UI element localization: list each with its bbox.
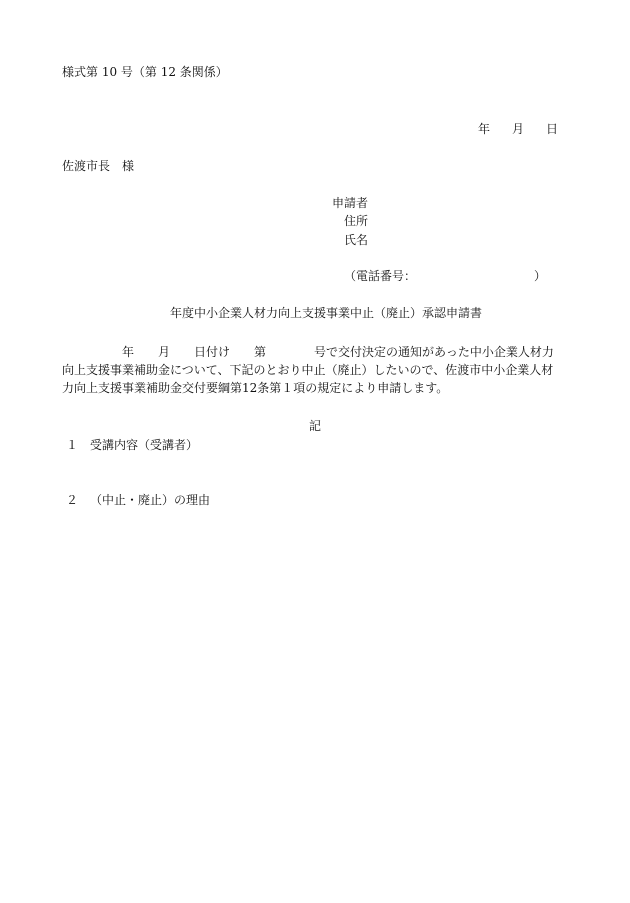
- body-paragraph: [62, 343, 574, 397]
- item-1: [62, 437, 198, 453]
- phone-open: （電話番号：: [344, 269, 417, 283]
- item-1-number: １: [66, 438, 79, 452]
- phone-close: ）: [534, 269, 547, 283]
- phone-line: [344, 268, 546, 284]
- body-line-2: 向上支援事業補助金について、下記のとおり中止（廃止）したいので、佐渡市中小企業人材: [62, 363, 554, 377]
- address-label: 住所: [344, 214, 369, 228]
- ki-heading: 記: [309, 419, 322, 433]
- item-1-label: 受講内容（受講者）: [90, 438, 199, 452]
- date-day: 日: [546, 122, 559, 136]
- applicant-label: 申請者: [332, 196, 369, 210]
- form-number: 様式第 10 号（第 12 条関係）: [62, 65, 228, 79]
- item-2: [62, 492, 210, 508]
- addressee: 佐渡市長 様: [62, 159, 135, 173]
- date-year: 年: [478, 122, 491, 136]
- body-line-3: 力向上支援事業補助金交付要綱第12条第１項の規定により申請します。: [62, 381, 449, 395]
- document-title: 年度中小企業人材力向上支援事業中止（廃止）承認申請書: [170, 306, 483, 320]
- date-month: 月: [512, 122, 525, 136]
- item-2-label: （中止・廃止）の理由: [90, 493, 211, 507]
- date-line: [478, 121, 558, 137]
- body-line-1: 年 月 日付け 第 号で交付決定の通知があった中小企業人材力: [62, 345, 554, 359]
- name-label: 氏名: [344, 233, 369, 247]
- item-2-number: ２: [66, 493, 79, 507]
